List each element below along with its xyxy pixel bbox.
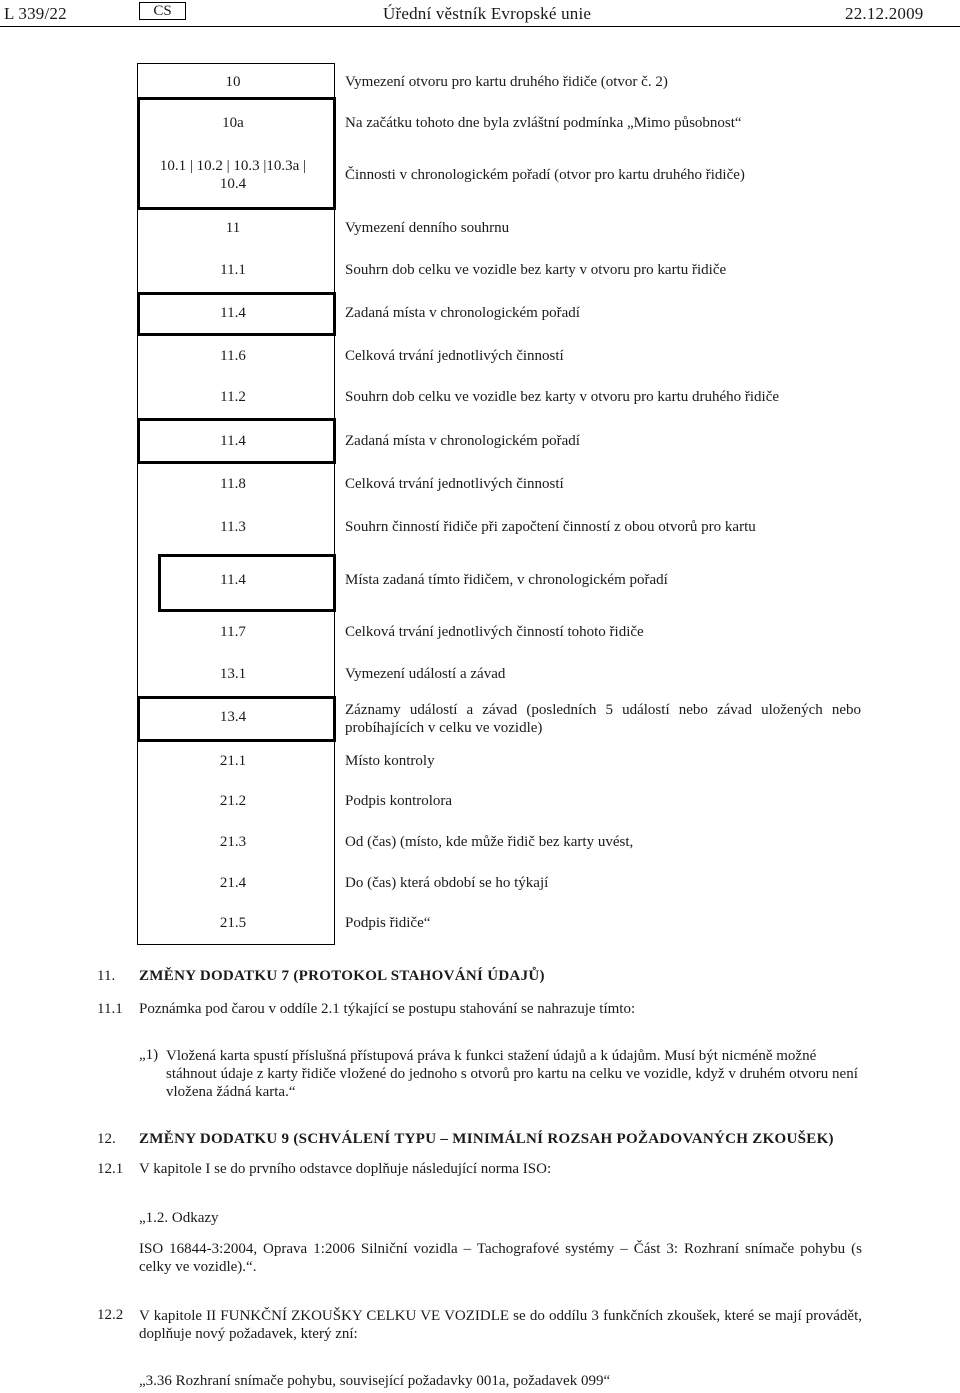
table-description: Zadaná místa v chronologickém pořadí <box>345 305 580 321</box>
subsection-number: 12.2 <box>97 1307 124 1323</box>
reference-heading: „1.2. Odkazy <box>139 1210 219 1226</box>
table-description: Vymezení událostí a závad <box>345 666 506 682</box>
table-description: Podpis řidiče“ <box>345 915 431 931</box>
table-code: 13.4 <box>219 709 247 725</box>
table-divider <box>334 462 335 556</box>
table-code: 10a <box>222 115 244 131</box>
subsection-number: 12.1 <box>97 1161 124 1177</box>
table-description: Od (čas) (místo, kde může řidič bez karty uvést, <box>345 834 634 850</box>
table-divider <box>334 740 335 943</box>
table-divider <box>334 334 335 420</box>
subsection-text: V kapitole I se do prvního odstavce doplňuje následující norma ISO: <box>139 1161 552 1177</box>
table-code: 10.4 <box>219 176 247 192</box>
table-code: 11.4 <box>220 305 246 321</box>
header-rule <box>0 26 960 27</box>
table-code: 21.4 <box>219 875 247 891</box>
table-code: 21.1 <box>219 753 247 769</box>
quoted-paragraph: Vložená karta spustí příslušná přístupová práva k funkci stažení údajů a k údajům. Musí být nicméně možné stáhnout údaje z karty řidiče vložené do jednoho s otvorů pro kartu na celku ve vozidle, když v druhém otvoru není vložena žádná karta.“ <box>166 1048 858 1100</box>
table-code: 11.4 <box>220 572 246 588</box>
table-description: Do (čas) která období se ho týkají <box>345 875 549 891</box>
page-reference: L 339/22 <box>4 4 67 23</box>
table-description: Činnosti v chronologickém pořadí (otvor pro kartu druhého řidiče) <box>345 167 745 183</box>
table-code: 21.2 <box>219 793 247 809</box>
table-divider <box>334 63 335 95</box>
requirement-text: „3.36 Rozhraní snímače pohybu, související požadavky 001a, požadavek 099“ <box>139 1373 611 1389</box>
table-divider <box>334 610 335 698</box>
table-code: 10 <box>225 74 241 90</box>
table-description: Celková trvání jednotlivých činností <box>345 348 564 364</box>
table-code: 11.6 <box>220 348 246 364</box>
reference-text: ISO 16844-3:2004, Oprava 1:2006 Silniční vozidla – Tachografové systémy – Část 3: Rozhraní snímače pohybu (s celky ve vozidle).“. <box>139 1241 862 1275</box>
table-description: Vymezení denního souhrnu <box>345 220 510 236</box>
table-description: Záznamy událostí a závad (posledních 5 událostí nebo závad uložených nebo probíhajících v celku ve vozidle) <box>345 702 861 736</box>
table-code: 13.1 <box>219 666 247 682</box>
subsection-text: Poznámka pod čarou v oddíle 2.1 týkající se postupu stahování se nahrazuje tímto: <box>139 1001 636 1017</box>
subsection-number: 11.1 <box>97 1001 123 1017</box>
journal-title: Úřední věstník Evropské unie <box>383 4 592 23</box>
table-code: 11.2 <box>220 389 246 405</box>
language-badge: CS <box>139 2 186 20</box>
table-divider <box>334 208 335 294</box>
table-code: 21.3 <box>219 834 247 850</box>
table-code: 10.1 | 10.2 | 10.3 |10.3a | <box>159 158 307 174</box>
table-description: Celková trvání jednotlivých činností <box>345 476 564 492</box>
quote-marker: „1) <box>139 1047 159 1063</box>
table-group-box <box>137 97 336 210</box>
table-description: Místo kontroly <box>345 753 435 769</box>
section-heading: ZMĚNY DODATKU 9 (SCHVÁLENÍ TYPU – MINIMÁLNÍ ROZSAH POŽADOVANÝCH ZKOUŠEK) <box>139 1131 834 1147</box>
table-code: 11.1 <box>220 262 246 278</box>
table-description: Celková trvání jednotlivých činností tohoto řidiče <box>345 624 644 640</box>
table-code: 11.8 <box>220 476 246 492</box>
table-description: Souhrn dob celku ve vozidle bez karty v otvoru pro kartu druhého řidiče <box>345 389 780 405</box>
table-code: 11.7 <box>220 624 246 640</box>
publication-date: 22.12.2009 <box>845 4 924 23</box>
table-code: 11.3 <box>220 519 246 535</box>
table-code: 21.5 <box>219 915 247 931</box>
section-number: 12. <box>97 1131 116 1147</box>
table-description: Podpis kontrolora <box>345 793 453 809</box>
table-code: 11.4 <box>220 433 246 449</box>
table-description: Na začátku tohoto dne byla zvláštní podmínka „Mimo působnost“ <box>345 115 742 131</box>
section-heading: ZMĚNY DODATKU 7 (PROTOKOL STAHOVÁNÍ ÚDAJŮ) <box>139 968 545 984</box>
table-description: Místa zadaná tímto řidičem, v chronologickém pořadí <box>345 572 668 588</box>
table-description: Souhrn dob celku ve vozidle bez karty v otvoru pro kartu řidiče <box>345 262 727 278</box>
table-description: Zadaná místa v chronologickém pořadí <box>345 433 580 449</box>
table-description: Vymezení otvoru pro kartu druhého řidiče (otvor č. 2) <box>345 74 668 90</box>
table-code: 11 <box>225 220 241 236</box>
table-description: Souhrn činností řidiče při započtení činností z obou otvorů pro kartu <box>345 519 756 535</box>
subsection-text: V kapitole II FUNKČNÍ ZKOUŠKY CELKU VE VOZIDLE se do oddílu 3 funkčních zkoušek, které se mají provádět, doplňuje nový požadavek, který zní: <box>139 1308 862 1342</box>
section-number: 11. <box>97 968 116 984</box>
